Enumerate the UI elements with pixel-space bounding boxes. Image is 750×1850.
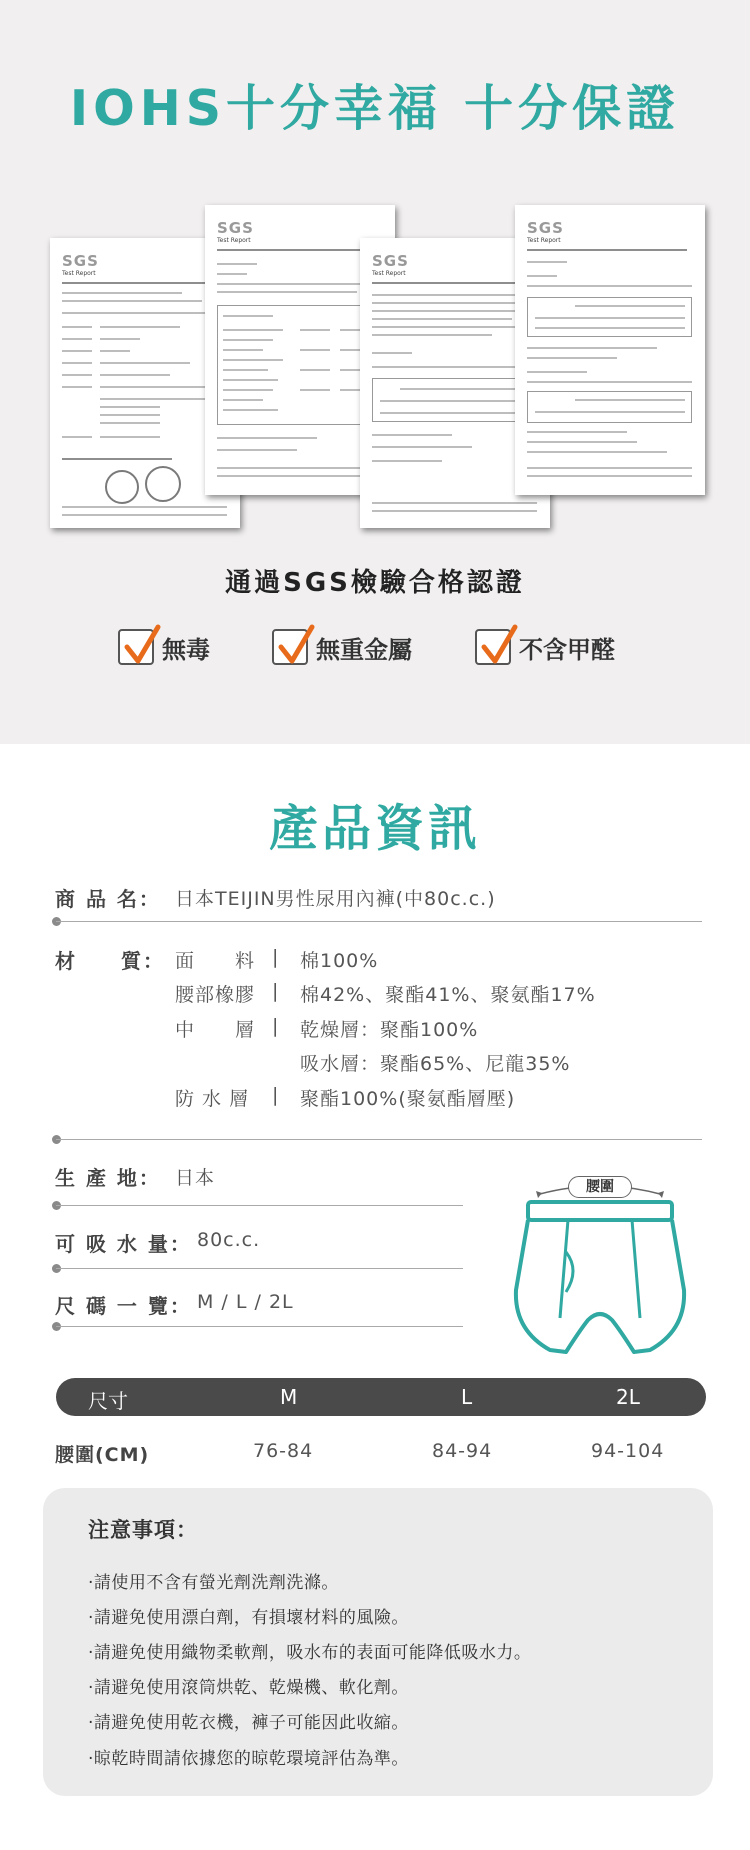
checkmark-icon (272, 629, 308, 665)
divider (56, 921, 702, 922)
material-spec: 棉42%、聚酯41%、聚氨酯17% (300, 984, 596, 1006)
material-spec: 乾燥層：聚酯100% (300, 1019, 479, 1041)
report-label: Test Report (62, 270, 96, 277)
size-table-header (56, 1378, 706, 1416)
underwear-illustration (510, 1180, 690, 1360)
sgs-section (0, 0, 750, 744)
report-label: Test Report (217, 237, 251, 244)
material-part: 防 水 層 (175, 1088, 250, 1110)
origin-value: 日本 (175, 1167, 216, 1189)
material-sep: | (272, 980, 280, 1002)
product-info-title: 產品資訊 (268, 800, 481, 857)
material-part: 腰部橡膠 (175, 984, 256, 1006)
material-spec: 棉100% (300, 950, 379, 972)
sgs-logo: SGS (62, 252, 99, 270)
size-row-label: 腰圍(CM) (55, 1444, 150, 1466)
notes-title: 注意事項： (88, 1518, 198, 1542)
divider (56, 1326, 463, 1327)
note-item: ‧請避免使用織物柔軟劑，吸水布的表面可能降低吸水力。 (88, 1643, 532, 1663)
waist-tag: 腰圍 (568, 1176, 632, 1198)
size-cell: 84-94 (432, 1440, 493, 1462)
size-value: M / L / 2L (197, 1291, 294, 1313)
check-item-no-formaldehyde (475, 627, 615, 667)
material-label: 材 質： (55, 949, 165, 973)
size-header-cell: L (461, 1385, 473, 1409)
divider (56, 1139, 702, 1140)
note-item: ‧請避免使用乾衣機，褲子可能因此收縮。 (88, 1713, 409, 1733)
size-header-cell: 尺寸 (88, 1389, 128, 1413)
size-header-cell: M (280, 1385, 298, 1409)
notes-panel (43, 1488, 713, 1796)
origin-label: 生 產 地： (55, 1166, 161, 1190)
material-part: 中 層 (175, 1019, 256, 1041)
certificate-image-4 (515, 205, 705, 495)
check-label: 不含甲醛 (519, 635, 615, 664)
check-label: 無重金屬 (316, 635, 412, 664)
material-sep: | (272, 946, 280, 968)
sgs-subtitle: 通過SGS檢驗合格認證 (225, 568, 525, 598)
material-sep: | (272, 1015, 280, 1037)
check-item-no-heavy-metal (272, 627, 412, 667)
checkmark-icon (475, 629, 511, 665)
sgs-logo: SGS (372, 252, 409, 270)
name-label: 商 品 名： (55, 887, 161, 911)
check-label: 無毒 (162, 635, 210, 664)
note-item: ‧請避免使用漂白劑，有損壞材料的風險。 (88, 1608, 409, 1628)
note-item: ‧請使用不含有螢光劑洗劑洗滌。 (88, 1573, 339, 1593)
note-item: ‧請避免使用滾筒烘乾、乾燥機、軟化劑。 (88, 1678, 409, 1698)
material-spec: 聚酯100%(聚氨酯層壓) (300, 1088, 516, 1110)
note-item: ‧晾乾時間請依據您的晾乾環境評估為準。 (88, 1749, 409, 1769)
material-part: 面 料 (175, 950, 256, 972)
checkmark-icon (118, 629, 154, 665)
name-value: 日本TEIJIN男性尿用內褲(中80c.c.) (175, 888, 496, 910)
report-label: Test Report (527, 237, 561, 244)
material-sep: | (272, 1084, 280, 1106)
divider (56, 1205, 463, 1206)
absorb-label: 可 吸 水 量： (55, 1232, 192, 1256)
divider (56, 1268, 463, 1269)
size-cell: 76-84 (253, 1440, 314, 1462)
sgs-logo: SGS (527, 219, 564, 237)
sgs-logo: SGS (217, 219, 254, 237)
report-label: Test Report (372, 270, 406, 277)
headline: IOHS十分幸福 十分保證 (69, 80, 681, 137)
absorb-value: 80c.c. (197, 1229, 261, 1251)
size-label: 尺 碼 一 覽： (55, 1294, 192, 1318)
check-list (0, 627, 750, 667)
material-spec: 吸水層：聚酯65%、尼龍35% (300, 1053, 571, 1075)
size-header-cell: 2L (616, 1385, 640, 1409)
check-item-non-toxic (118, 627, 210, 667)
size-cell: 94-104 (591, 1440, 665, 1462)
